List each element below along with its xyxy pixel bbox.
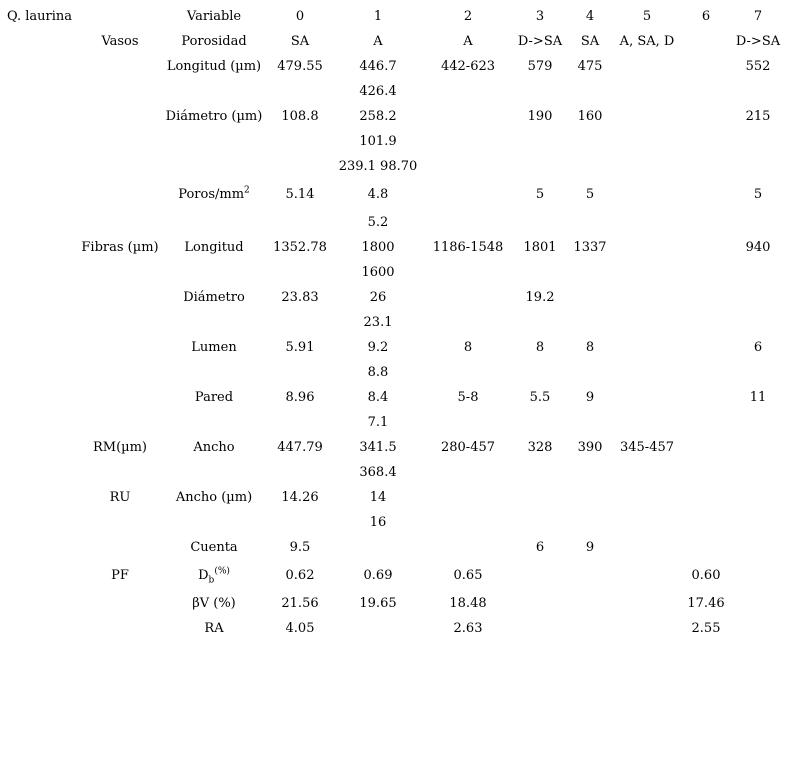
cell-lumen-col-7: 6	[753, 340, 763, 355]
cell-porosidad-col-1: A	[373, 34, 383, 49]
cell-porosidad-col-5: A, SA, D	[619, 34, 675, 49]
cell-poros-col-1: 4.8	[367, 187, 389, 202]
cell-poros-col-4: 5	[585, 187, 595, 202]
row-label-diametro-fibras: Diámetro	[183, 290, 245, 305]
group-pf: PF	[111, 568, 129, 583]
cell-longitud-vasos-col-4: 475	[577, 59, 603, 74]
cell-bv-col-1: 19.65	[359, 596, 397, 611]
species-label: Q. laurina	[7, 9, 73, 24]
cell-longitud-vasos-2-col-1: 426.4	[359, 84, 397, 99]
cell-porosidad-col-3: D->SA	[517, 34, 563, 49]
cell-diametro-vasos-col-1: 258.2	[359, 109, 397, 124]
cell-diametro-fibras-2-col-1: 23.1	[363, 315, 393, 330]
cell-diametro-fibras-col-3: 19.2	[525, 290, 555, 305]
cell-rm-ancho-col-5: 345-457	[619, 440, 675, 455]
cell-porosidad-col-7: D->SA	[735, 34, 781, 49]
cell-poros-col-3: 5	[535, 187, 545, 202]
cell-ru-ancho-col-1: 14	[369, 490, 387, 505]
group-vasos: Vasos	[101, 34, 139, 49]
cell-db-col-1: 0.69	[363, 568, 393, 583]
cell-lumen-col-4: 8	[585, 340, 595, 355]
cell-longitud-fibras-col-3: 1801	[523, 240, 557, 255]
cell-porosidad-col-4: SA	[580, 34, 600, 49]
cell-pared-col-0: 8.96	[285, 390, 315, 405]
row-label-porosidad: Porosidad	[181, 34, 247, 49]
cell-db-col-0: 0.62	[285, 568, 315, 583]
header-col-4: 4	[585, 9, 595, 24]
cell-pared-col-1: 8.4	[367, 390, 389, 405]
row-label-longitud-vasos: Longitud (µm)	[166, 59, 262, 74]
row-label-diametro-vasos: Diámetro (µm)	[165, 109, 263, 124]
header-col-7: 7	[753, 9, 763, 24]
cell-pared-col-4: 9	[585, 390, 595, 405]
cell-porosidad-col-2: A	[463, 34, 473, 49]
cell-diametro-vasos-col-0: 108.8	[281, 109, 319, 124]
cell-ru-ancho-col-0: 14.26	[281, 490, 319, 505]
row-label-db: $D_b^{(\%)}$	[198, 566, 230, 586]
cell-longitud-vasos-col-2: 442-623	[440, 59, 496, 74]
cell-db-col-6: 0.60	[691, 568, 721, 583]
cell-ra-col-6: 2.55	[691, 621, 721, 636]
cell-longitud-fibras-2-col-1: 1600	[361, 265, 395, 280]
group-rm: RM(µm)	[92, 440, 148, 455]
cell-longitud-vasos-col-7: 552	[745, 59, 771, 74]
cell-diametro-vasos-col-3: 190	[527, 109, 553, 124]
cell-diametro-vasos-col-7: 215	[745, 109, 771, 124]
header-col-3: 3	[535, 9, 545, 24]
cell-bv-col-0: 21.56	[281, 596, 319, 611]
cell-bv-col-6: 17.46	[687, 596, 725, 611]
cell-longitud-fibras-col-2: 1186-1548	[432, 240, 504, 255]
cell-poros-2-col-1: 5.2	[367, 215, 389, 230]
row-label-ra: RA	[204, 621, 224, 636]
cell-pared-2-col-1: 7.1	[367, 415, 389, 430]
header-col-0: 0	[295, 9, 305, 24]
cell-longitud-fibras-col-4: 1337	[573, 240, 607, 255]
row-label-bv: βV (%)	[192, 596, 236, 611]
header-col-1: 1	[373, 9, 383, 24]
cell-rm-ancho-2-col-1: 368.4	[359, 465, 397, 480]
row-label-longitud-fibras: Longitud	[184, 240, 244, 255]
cell-rm-ancho-col-3: 328	[527, 440, 553, 455]
row-label-ru-ancho: Ancho (µm)	[175, 490, 253, 505]
cell-longitud-vasos-col-1: 446.7	[359, 59, 397, 74]
cell-diametro-fibras-col-1: 26	[369, 290, 387, 305]
cell-lumen-2-col-1: 8.8	[367, 365, 389, 380]
cell-diametro-vasos-3-col-1: 239.1 98.70	[338, 159, 418, 174]
cell-longitud-fibras-col-1: 1800	[361, 240, 395, 255]
row-label-lumen: Lumen	[191, 340, 237, 355]
cell-db-col-2: 0.65	[453, 568, 483, 583]
cell-poros-col-0: 5.14	[285, 187, 315, 202]
row-label-pared: Pared	[194, 390, 234, 405]
row-label-poros: Poros/$mm^2$	[178, 185, 250, 202]
cell-porosidad-col-0: SA	[290, 34, 310, 49]
cell-cuenta-col-4: 9	[585, 540, 595, 555]
cell-cuenta-col-3: 6	[535, 540, 545, 555]
cell-bv-col-2: 18.48	[449, 596, 487, 611]
cell-longitud-fibras-col-7: 940	[745, 240, 771, 255]
cell-diametro-vasos-col-4: 160	[577, 109, 603, 124]
cell-diametro-fibras-col-0: 23.83	[281, 290, 319, 305]
cell-rm-ancho-col-2: 280-457	[440, 440, 496, 455]
group-fibras: Fibras (µm)	[81, 240, 159, 255]
cell-pared-col-7: 11	[749, 390, 767, 405]
cell-pared-col-3: 5.5	[529, 390, 551, 405]
cell-lumen-col-1: 9.2	[367, 340, 389, 355]
cell-rm-ancho-col-0: 447.79	[277, 440, 323, 455]
header-col-5: 5	[642, 9, 652, 24]
row-label-rm-ancho: Ancho	[193, 440, 235, 455]
cell-lumen-col-3: 8	[535, 340, 545, 355]
cell-ra-col-2: 2.63	[453, 621, 483, 636]
cell-lumen-col-2: 8	[463, 340, 473, 355]
cell-ra-col-0: 4.05	[285, 621, 315, 636]
cell-cuenta-col-0: 9.5	[289, 540, 311, 555]
cell-longitud-fibras-col-0: 1352.78	[273, 240, 327, 255]
cell-pared-col-2: 5-8	[457, 390, 479, 405]
header-col-2: 2	[463, 9, 473, 24]
header-col-6: 6	[701, 9, 711, 24]
cell-diametro-vasos-2-col-1: 101.9	[359, 134, 397, 149]
cell-longitud-vasos-col-3: 579	[527, 59, 553, 74]
cell-rm-ancho-col-1: 341.5	[359, 440, 397, 455]
cell-lumen-col-0: 5.91	[285, 340, 315, 355]
cell-rm-ancho-col-4: 390	[577, 440, 603, 455]
row-label-cuenta: Cuenta	[190, 540, 238, 555]
header-variable: Variable	[186, 9, 242, 24]
cell-poros-col-7: 5	[753, 187, 763, 202]
group-ru: RU	[109, 490, 131, 505]
cell-ru-ancho-2-col-1: 16	[369, 515, 387, 530]
cell-longitud-vasos-col-0: 479.55	[277, 59, 323, 74]
